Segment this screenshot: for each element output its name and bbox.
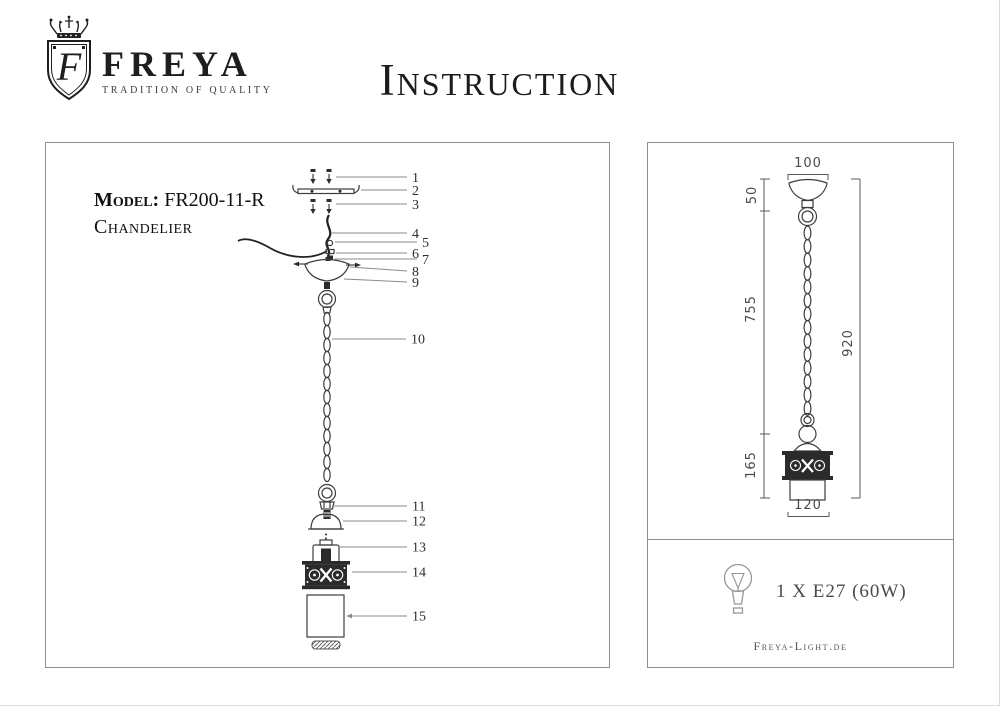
dimensions-panel bbox=[647, 142, 954, 540]
exploded-panel bbox=[45, 142, 610, 668]
exploded-diagram bbox=[46, 143, 609, 667]
part-number: 8 bbox=[412, 265, 419, 280]
part-number: 13 bbox=[412, 540, 426, 556]
part-hanging-ring bbox=[319, 282, 336, 313]
dim-shade-height: 165 bbox=[744, 451, 759, 479]
part-chain bbox=[324, 312, 330, 481]
fixture-drawing bbox=[782, 180, 833, 501]
part-cable bbox=[238, 215, 330, 257]
dim-chain-length: 755 bbox=[744, 295, 759, 323]
dim-top-width: 100 bbox=[794, 156, 822, 171]
part-canopy bbox=[293, 257, 361, 281]
dim-canopy-height: 50 bbox=[745, 185, 760, 205]
brand-tagline: TRADITION OF QUALITY bbox=[102, 85, 273, 96]
model-label: Model: bbox=[94, 189, 160, 211]
part-number: 4 bbox=[412, 227, 419, 242]
part-number: 7 bbox=[422, 253, 429, 268]
leader-lines bbox=[331, 177, 417, 618]
part-lower-screws bbox=[310, 199, 331, 214]
part-number: 6 bbox=[412, 247, 419, 262]
website-text: Freya-Light.de bbox=[753, 639, 848, 653]
part-ornate-band bbox=[302, 561, 350, 589]
part-number: 15 bbox=[412, 609, 426, 625]
brand-name: FREYA bbox=[102, 44, 253, 84]
model-type: Chandelier bbox=[94, 216, 193, 238]
dimension-diagram bbox=[648, 143, 953, 539]
part-number: 9 bbox=[412, 276, 419, 291]
dim-shade-width: 120 bbox=[794, 498, 822, 513]
page-title: Instruction bbox=[379, 55, 620, 105]
monogram-letter: F bbox=[56, 44, 82, 89]
part-number: 10 bbox=[411, 332, 425, 348]
part-number: 14 bbox=[412, 565, 426, 581]
bulb-icon bbox=[720, 562, 756, 622]
part-number: 12 bbox=[412, 514, 426, 530]
part-top-screws bbox=[310, 169, 331, 184]
crown-icon bbox=[50, 16, 89, 38]
part-numbers bbox=[411, 171, 429, 625]
bulb-spec-row bbox=[720, 562, 907, 622]
part-number: 11 bbox=[412, 499, 426, 515]
part-number: 3 bbox=[412, 198, 419, 213]
part-mounting-strap bbox=[293, 185, 359, 194]
spec-panel bbox=[647, 539, 954, 668]
dim-overall-height: 920 bbox=[841, 329, 856, 357]
part-number: 5 bbox=[422, 236, 429, 251]
model-number: FR200-11-R bbox=[164, 189, 265, 211]
part-number: 1 bbox=[412, 171, 419, 186]
chain-drawing bbox=[804, 226, 811, 415]
part-number: 2 bbox=[412, 184, 419, 199]
bulb-spec-text: 1 X E27 (60W) bbox=[776, 581, 907, 602]
part-glass-shade bbox=[307, 595, 344, 649]
